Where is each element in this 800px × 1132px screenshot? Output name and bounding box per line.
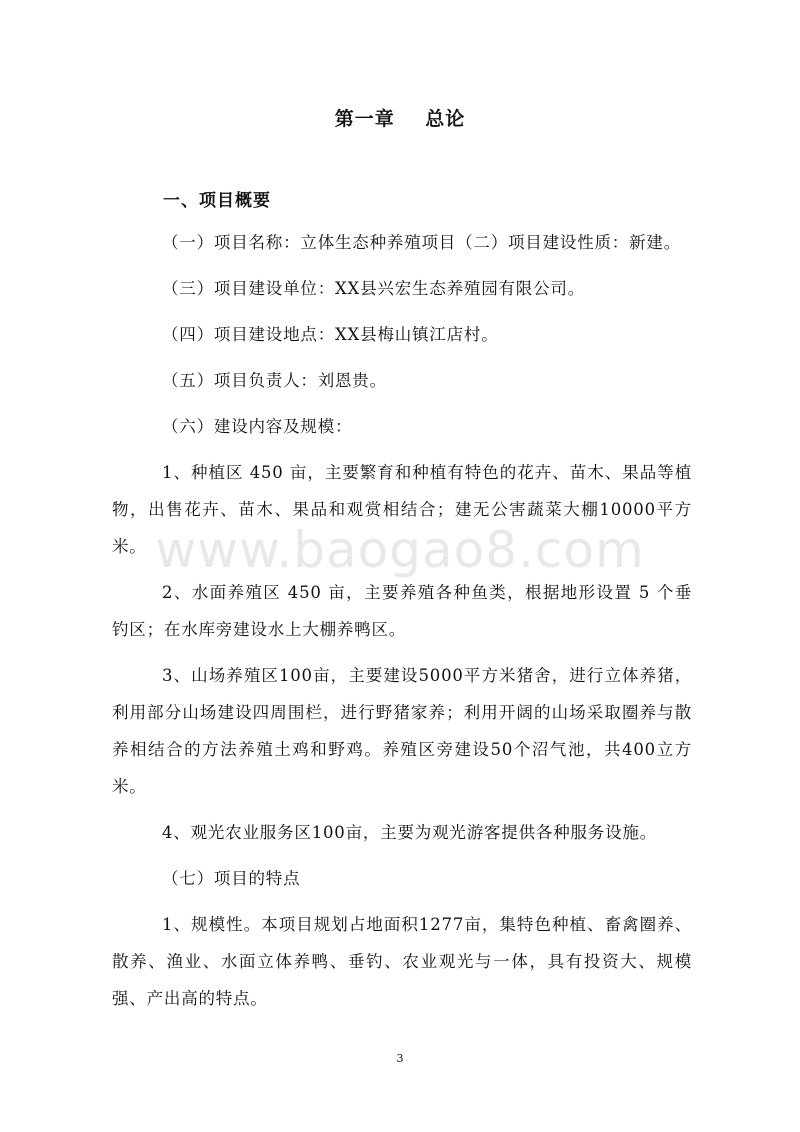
paragraph-project-features: （七）项目的特点 <box>162 869 301 888</box>
paragraph-mountain-breeding: 3、山场养殖区100亩，主要建设5000平方米猪舍，进行立体养猪，利用部分山场建设四周围栏，进行野猪家养；利用开阔的山场采取圈养与散养相结合的方法养殖土鸡和野鸡。养殖区旁建设50个沼气池，共400立方米。 <box>112 666 692 796</box>
paragraph-planting-area: 1、种植区 450 亩，主要繁育和种植有特色的花卉、苗木、果品等植物，出售花卉、苗木、果品和观赏相结合；建无公害蔬菜大棚10000平方米。 <box>112 463 692 556</box>
paragraph-project-leader: （五）项目负责人：刘恩贵。 <box>162 371 387 390</box>
document-body <box>112 224 692 1026</box>
chapter-title: 第一章 总论 <box>334 108 466 130</box>
paragraph-content-scale: （六）建设内容及规模： <box>162 417 353 436</box>
paragraph-tourism-service: 4、观光农业服务区100亩，主要为观光游客提供各种服务设施。 <box>162 823 657 842</box>
paragraph-construction-unit: （三）项目建设单位：XX县兴宏生态养殖园有限公司。 <box>162 279 585 298</box>
watermark: www.baogao8.com <box>155 521 645 579</box>
page-number: 3 <box>396 1052 404 1065</box>
paragraph-water-breeding: 2、水面养殖区 450 亩，主要养殖各种鱼类，根据地形设置 5 个垂钓区；在水库旁建设水上大棚养鸭区。 <box>112 583 692 639</box>
paragraph-construction-site: （四）项目建设地点：XX县梅山镇江店村。 <box>162 325 499 344</box>
paragraph-project-name: （一）项目名称：立体生态种养殖项目（二）项目建设性质：新建。 <box>162 233 681 252</box>
paragraph-scale-feature: 1、规模性。本项目规划占地面积1277亩，集特色种植、畜禽圈养、散养、渔业、水面立体养鸭、垂钓、农业观光与一体，具有投资大、规模强、产出高的特点。 <box>112 915 692 1008</box>
section-heading: 一、项目概要 <box>163 191 271 211</box>
